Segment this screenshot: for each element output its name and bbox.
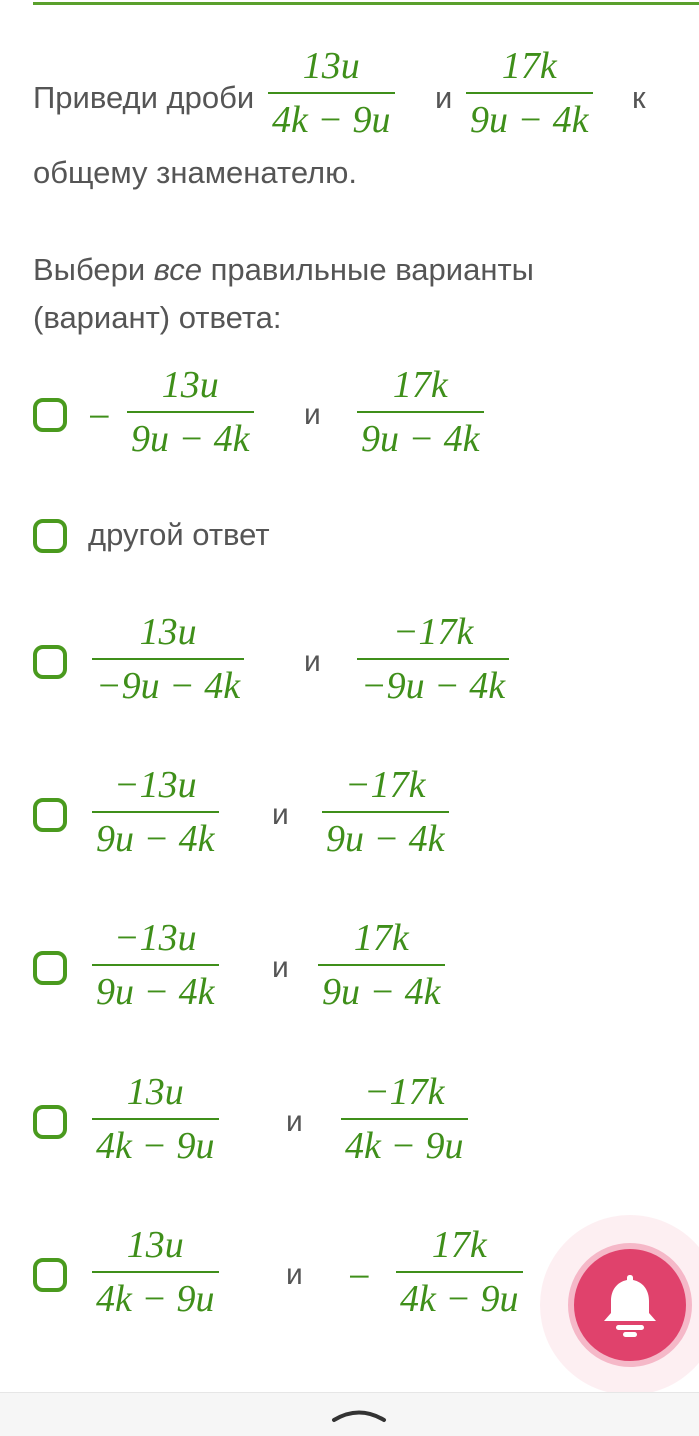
option-3-checkbox[interactable] <box>33 645 67 679</box>
option-7-and: и <box>286 1258 303 1291</box>
option-5-fraction-2 <box>318 916 445 1014</box>
task-line-2: общему знаменателю. <box>33 155 357 190</box>
fraction-denominator: 9u − 4k <box>322 971 441 1013</box>
fraction-denominator: 9u − 4k <box>470 99 589 141</box>
option-5-and: и <box>272 951 289 984</box>
fraction-denominator: 9u − 4k <box>131 418 250 460</box>
option-6-fraction-1 <box>92 1070 219 1168</box>
fraction-numerator: 13u <box>126 1224 184 1266</box>
fraction-denominator: 4k − 9u <box>345 1125 464 1167</box>
option-1-checkbox[interactable] <box>33 398 67 432</box>
fraction-denominator: 9u − 4k <box>326 818 445 860</box>
chevron-up-icon[interactable] <box>330 1405 388 1425</box>
option-7-minus: − <box>348 1254 371 1299</box>
option-7-fraction-1 <box>92 1223 219 1321</box>
fraction-denominator: 4k − 9u <box>96 1278 215 1320</box>
fraction-numerator: −13u <box>113 764 197 806</box>
option-6-and: и <box>286 1105 303 1138</box>
prompt-text-rest: правильные варианты <box>202 252 534 287</box>
fraction-denominator: −9u − 4k <box>361 665 506 707</box>
fraction-numerator: 13u <box>302 45 360 87</box>
option-6-checkbox[interactable] <box>33 1105 67 1139</box>
option-2-label[interactable]: другой ответ <box>88 517 270 552</box>
option-6-fraction-2 <box>341 1070 468 1168</box>
option-1-fraction-2 <box>357 363 484 461</box>
option-7-fraction-2 <box>396 1223 523 1321</box>
task-to: к <box>632 80 646 115</box>
option-3-and: и <box>304 645 321 678</box>
fraction-bar <box>466 92 593 94</box>
task-and: и <box>435 80 453 115</box>
bell-icon <box>598 1271 662 1339</box>
prompt-text: Выбери <box>33 252 154 287</box>
task-intro: Приведи дроби <box>33 80 255 115</box>
fraction-numerator: 17k <box>353 917 409 959</box>
fraction-bar <box>396 1271 523 1273</box>
fraction-bar <box>92 1118 219 1120</box>
top-divider <box>33 2 699 5</box>
option-3-fraction-2 <box>357 610 509 708</box>
fraction-bar <box>318 964 445 966</box>
option-2-checkbox[interactable] <box>33 519 67 553</box>
option-1-and: и <box>304 398 321 431</box>
fraction-bar <box>92 811 219 813</box>
fraction-numerator: 13u <box>161 364 219 406</box>
fraction-denominator: 4k − 9u <box>400 1278 519 1320</box>
fraction-numerator: −17k <box>364 1071 445 1113</box>
fraction-bar <box>268 92 395 94</box>
fraction-bar <box>341 1118 468 1120</box>
fraction-denominator: 9u − 4k <box>361 418 480 460</box>
option-1-minus: − <box>88 394 111 439</box>
fraction-bar <box>92 658 244 660</box>
fraction-bar <box>127 411 254 413</box>
fraction-denominator: 4k − 9u <box>272 99 391 141</box>
prompt-line-2: (вариант) ответа: <box>33 300 282 335</box>
fraction-numerator: 17k <box>392 364 448 406</box>
fraction-denominator: 9u − 4k <box>96 818 215 860</box>
fraction-bar <box>92 964 219 966</box>
fraction-numerator: 17k <box>501 45 557 87</box>
option-7-checkbox[interactable] <box>33 1258 67 1292</box>
option-5-fraction-1 <box>92 916 219 1014</box>
bottom-bar <box>0 1392 699 1436</box>
fraction-numerator: 13u <box>126 1071 184 1113</box>
fraction-bar <box>92 1271 219 1273</box>
fraction-numerator: −17k <box>392 611 474 653</box>
task-fraction-2 <box>466 44 593 142</box>
fraction-bar <box>357 411 484 413</box>
fraction-denominator: −9u − 4k <box>96 665 241 707</box>
fraction-numerator: −13u <box>113 917 197 959</box>
option-3-fraction-1 <box>92 610 244 708</box>
option-5-checkbox[interactable] <box>33 951 67 985</box>
fraction-bar <box>322 811 449 813</box>
option-1-fraction-1 <box>127 363 254 461</box>
prompt-line-1 <box>33 248 534 292</box>
fraction-numerator: −17k <box>345 764 426 806</box>
fraction-numerator: 17k <box>431 1224 487 1266</box>
prompt-emphasis: все <box>153 252 203 287</box>
option-4-checkbox[interactable] <box>33 798 67 832</box>
fraction-bar <box>357 658 509 660</box>
option-4-fraction-2 <box>322 763 449 861</box>
fraction-denominator: 9u − 4k <box>96 971 215 1013</box>
notification-fab <box>540 1215 699 1395</box>
option-4-fraction-1 <box>92 763 219 861</box>
fraction-denominator: 4k − 9u <box>96 1125 215 1167</box>
notification-button[interactable] <box>568 1243 692 1367</box>
fraction-numerator: 13u <box>139 611 197 653</box>
task-fraction-1 <box>268 44 395 142</box>
option-4-and: и <box>272 798 289 831</box>
